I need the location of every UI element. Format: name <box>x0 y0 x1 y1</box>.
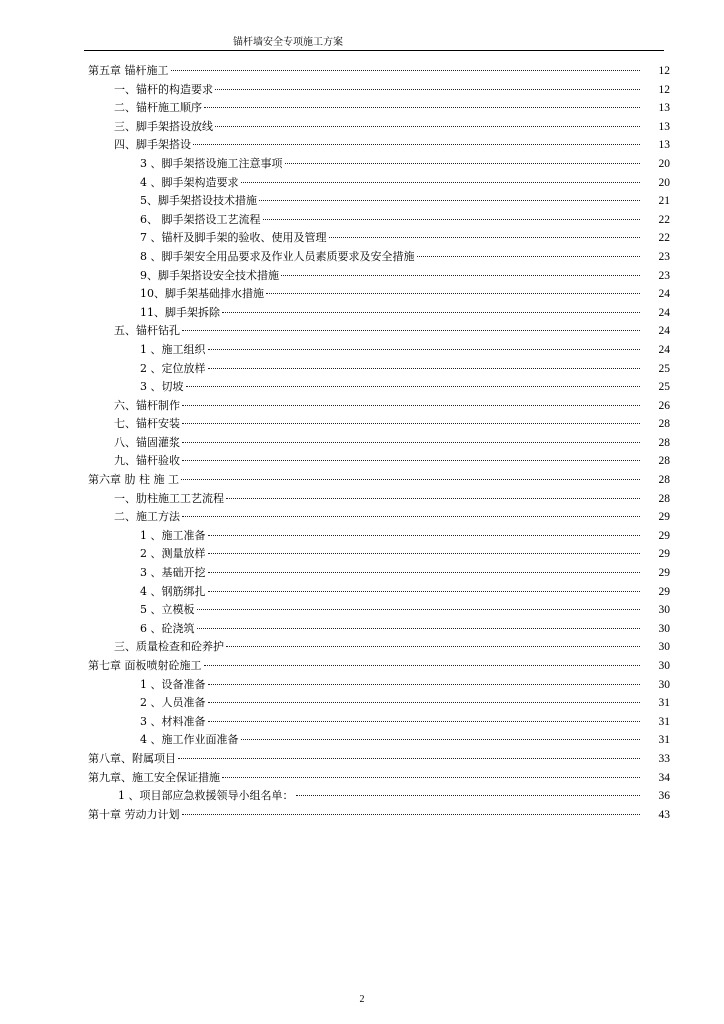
toc-entry-label: 八、锚固灌浆 <box>114 435 180 449</box>
toc-entry[interactable] <box>88 360 670 379</box>
toc-entry-page: 30 <box>658 604 670 617</box>
toc-entry-label: 3 、基础开挖 <box>140 566 206 580</box>
toc-entry-label: 第六章 肋 柱 施 工 <box>88 473 179 487</box>
toc-leader-dots <box>208 684 641 685</box>
toc-leader-dots <box>208 591 641 592</box>
toc-leader-dots <box>241 182 641 183</box>
toc-entry[interactable] <box>88 415 670 434</box>
toc-entry-page: 43 <box>658 808 670 821</box>
toc-entry[interactable] <box>88 620 670 639</box>
toc-entry-page: 12 <box>658 65 670 77</box>
toc-leader-dots <box>241 739 641 740</box>
toc-leader-dots <box>281 275 640 276</box>
toc-entry-label: 5 、立模板 <box>140 603 195 617</box>
toc-leader-dots <box>208 572 641 573</box>
toc-entry-label: 4 、施工作业面准备 <box>140 733 239 747</box>
toc-entry-page: 22 <box>658 213 670 226</box>
toc-entry-page: 23 <box>658 250 670 263</box>
toc-entry[interactable] <box>88 99 670 118</box>
toc-leader-dots <box>193 144 640 145</box>
toc-entry-label: 6 、砼浇筑 <box>140 621 195 635</box>
toc-entry[interactable] <box>88 787 670 806</box>
toc-entry-page: 34 <box>658 771 670 784</box>
toc-entry[interactable] <box>88 694 670 713</box>
toc-entry[interactable] <box>88 378 670 397</box>
toc-entry[interactable] <box>88 769 670 788</box>
toc-entry-label: 二、锚杆施工顺序 <box>114 101 202 115</box>
toc-entry[interactable] <box>88 731 670 750</box>
toc-entry[interactable] <box>88 248 670 267</box>
toc-entry[interactable] <box>88 434 670 453</box>
toc-leader-dots <box>208 535 641 536</box>
toc-entry-label: 第九章、施工安全保证措施 <box>88 770 220 784</box>
page-header <box>84 36 664 51</box>
toc-entry-page: 21 <box>658 195 670 208</box>
toc-entry-label: 6、 脚手架搭设工艺流程 <box>140 212 261 226</box>
toc-entry[interactable] <box>88 583 670 602</box>
toc-entry-page: 29 <box>658 548 670 561</box>
toc-entry-page: 30 <box>658 622 670 635</box>
toc-entry-page: 31 <box>658 715 670 728</box>
toc-entry[interactable] <box>88 713 670 732</box>
toc-entry[interactable] <box>88 192 670 211</box>
toc-leader-dots <box>182 814 641 815</box>
toc-leader-dots <box>208 721 641 722</box>
toc-leader-dots <box>186 386 641 387</box>
table-of-contents <box>88 62 670 824</box>
toc-entry[interactable] <box>88 490 670 509</box>
toc-entry[interactable] <box>88 62 670 81</box>
toc-entry[interactable] <box>88 397 670 416</box>
toc-entry-page: 28 <box>658 418 670 431</box>
toc-entry-page: 36 <box>658 790 670 803</box>
toc-leader-dots <box>296 795 641 796</box>
toc-entry-label: 1 、施工准备 <box>140 528 206 542</box>
toc-entry[interactable] <box>88 527 670 546</box>
toc-entry-label: 3 、脚手架搭设施工注意事项 <box>140 156 283 170</box>
toc-entry-label: 三、脚手架搭设放线 <box>114 119 213 133</box>
toc-entry[interactable] <box>88 322 670 341</box>
toc-entry-page: 29 <box>658 567 670 580</box>
toc-entry-label: 六、锚杆制作 <box>114 398 180 412</box>
toc-leader-dots <box>263 219 641 220</box>
toc-leader-dots <box>259 200 640 201</box>
toc-leader-dots <box>182 516 640 517</box>
toc-leader-dots <box>226 498 640 499</box>
toc-entry-label: 七、锚杆安装 <box>114 417 180 431</box>
toc-entry[interactable] <box>88 174 670 193</box>
toc-leader-dots <box>182 460 640 461</box>
toc-entry[interactable] <box>88 601 670 620</box>
toc-entry[interactable] <box>88 155 670 174</box>
toc-entry-label: 11、脚手架拆除 <box>140 305 220 319</box>
toc-entry-page: 24 <box>658 288 670 301</box>
toc-entry-label: 9、脚手架搭设安全技术措施 <box>140 268 279 282</box>
toc-leader-dots <box>204 665 641 666</box>
toc-leader-dots <box>182 442 640 443</box>
toc-entry[interactable] <box>88 452 670 471</box>
toc-leader-dots <box>222 777 640 778</box>
toc-entry-label: 三、质量检查和砼养护 <box>114 640 224 654</box>
toc-entry-label: 5、脚手架搭设技术措施 <box>140 194 257 208</box>
toc-entry-label: 1 、项目部应急救援领导小组名单： <box>118 789 294 803</box>
toc-entry[interactable] <box>88 471 670 490</box>
toc-entry-label: 1 、施工组织 <box>140 342 206 356</box>
toc-entry[interactable] <box>88 285 670 304</box>
toc-entry-page: 22 <box>658 232 670 245</box>
toc-entry-page: 20 <box>658 157 670 170</box>
toc-entry[interactable] <box>88 638 670 657</box>
toc-leader-dots <box>182 423 640 424</box>
toc-entry-page: 13 <box>658 102 670 115</box>
toc-leader-dots <box>329 237 641 238</box>
toc-entry[interactable] <box>88 136 670 155</box>
toc-leader-dots <box>178 758 640 759</box>
toc-entry-label: 一、锚杆的构造要求 <box>114 82 213 96</box>
toc-leader-dots <box>226 646 640 647</box>
toc-entry[interactable] <box>88 211 670 230</box>
toc-entry-label: 第十章 劳动力计划 <box>88 807 180 821</box>
toc-entry-page: 28 <box>658 455 670 468</box>
toc-entry-label: 3 、材料准备 <box>140 714 206 728</box>
toc-entry-page: 13 <box>658 139 670 152</box>
toc-entry[interactable] <box>88 118 670 137</box>
toc-leader-dots <box>208 553 641 554</box>
toc-entry-page: 23 <box>658 269 670 282</box>
toc-entry-page: 24 <box>658 306 670 319</box>
toc-entry-page: 25 <box>658 362 670 375</box>
page-number: 2 <box>359 994 365 1005</box>
toc-leader-dots <box>208 368 641 369</box>
toc-entry-label: 一、肋柱施工工艺流程 <box>114 491 224 505</box>
toc-leader-dots <box>182 405 640 406</box>
toc-entry-page: 20 <box>658 176 670 189</box>
toc-entry-label: 2 、人员准备 <box>140 696 206 710</box>
toc-leader-dots <box>417 256 641 257</box>
toc-entry[interactable] <box>88 341 670 360</box>
toc-entry-label: 8 、脚手架安全用品要求及作业人员素质要求及安全措施 <box>140 249 415 263</box>
toc-entry-label: 1 、设备准备 <box>140 677 206 691</box>
toc-entry-label: 九、锚杆验收 <box>114 454 180 468</box>
toc-entry-label: 四、脚手架搭设 <box>114 138 191 152</box>
document-title: 锚杆墙安全专项施工方案 <box>233 37 343 48</box>
toc-entry-page: 28 <box>658 492 670 505</box>
toc-leader-dots <box>215 126 640 127</box>
toc-entry-page: 12 <box>658 83 670 96</box>
toc-entry[interactable] <box>88 806 670 825</box>
toc-entry-label: 7 、锚杆及脚手架的验收、使用及管理 <box>140 231 327 245</box>
toc-leader-dots <box>222 312 640 313</box>
toc-entry-page: 26 <box>658 399 670 412</box>
toc-leader-dots <box>266 293 640 294</box>
toc-entry-page: 28 <box>658 436 670 449</box>
toc-entry-label: 4 、钢筋绑扎 <box>140 584 206 598</box>
toc-leader-dots <box>171 70 641 71</box>
toc-entry-label: 第五章 锚杆施工 <box>88 64 169 77</box>
toc-entry-label: 2 、测量放样 <box>140 547 206 561</box>
toc-entry-page: 30 <box>658 641 670 654</box>
toc-entry-label: 10、脚手架基础排水措施 <box>140 287 264 301</box>
toc-entry[interactable] <box>88 564 670 583</box>
toc-entry-page: 30 <box>658 660 670 672</box>
toc-entry-label: 五、锚杆钻孔 <box>114 324 180 338</box>
toc-leader-dots <box>197 628 641 629</box>
toc-entry-label: 3 、切坡 <box>140 380 184 394</box>
toc-entry[interactable] <box>88 545 670 564</box>
toc-entry-page: 31 <box>658 697 670 710</box>
toc-entry-label: 2 、定位放样 <box>140 361 206 375</box>
toc-entry[interactable] <box>88 657 670 676</box>
toc-entry-page: 13 <box>658 120 670 133</box>
toc-leader-dots <box>204 107 640 108</box>
toc-entry-page: 31 <box>658 734 670 747</box>
toc-entry-page: 24 <box>658 343 670 356</box>
toc-entry[interactable] <box>88 267 670 286</box>
toc-entry[interactable] <box>88 304 670 323</box>
toc-entry-page: 29 <box>658 511 670 524</box>
toc-entry-page: 29 <box>658 585 670 598</box>
toc-leader-dots <box>285 163 641 164</box>
toc-entry[interactable] <box>88 676 670 695</box>
toc-entry[interactable] <box>88 81 670 100</box>
toc-entry-page: 33 <box>658 752 670 765</box>
toc-entry-label: 第八章、附属项目 <box>88 751 176 765</box>
toc-entry-page: 30 <box>658 678 670 691</box>
toc-entry-label: 二、施工方法 <box>114 510 180 524</box>
toc-leader-dots <box>181 479 640 480</box>
toc-entry[interactable] <box>88 750 670 769</box>
toc-entry-page: 24 <box>658 325 670 338</box>
toc-leader-dots <box>197 609 641 610</box>
toc-entry[interactable] <box>88 508 670 527</box>
toc-leader-dots <box>208 349 641 350</box>
toc-entry-page: 28 <box>658 474 670 487</box>
toc-leader-dots <box>208 702 641 703</box>
toc-entry-label: 第七章 面板喷射砼施工 <box>88 659 202 672</box>
toc-leader-dots <box>215 89 640 90</box>
toc-entry-page: 29 <box>658 529 670 542</box>
toc-entry-page: 25 <box>658 381 670 394</box>
toc-entry-label: 4 、脚手架构造要求 <box>140 175 239 189</box>
toc-entry[interactable] <box>88 229 670 248</box>
toc-leader-dots <box>182 330 640 331</box>
